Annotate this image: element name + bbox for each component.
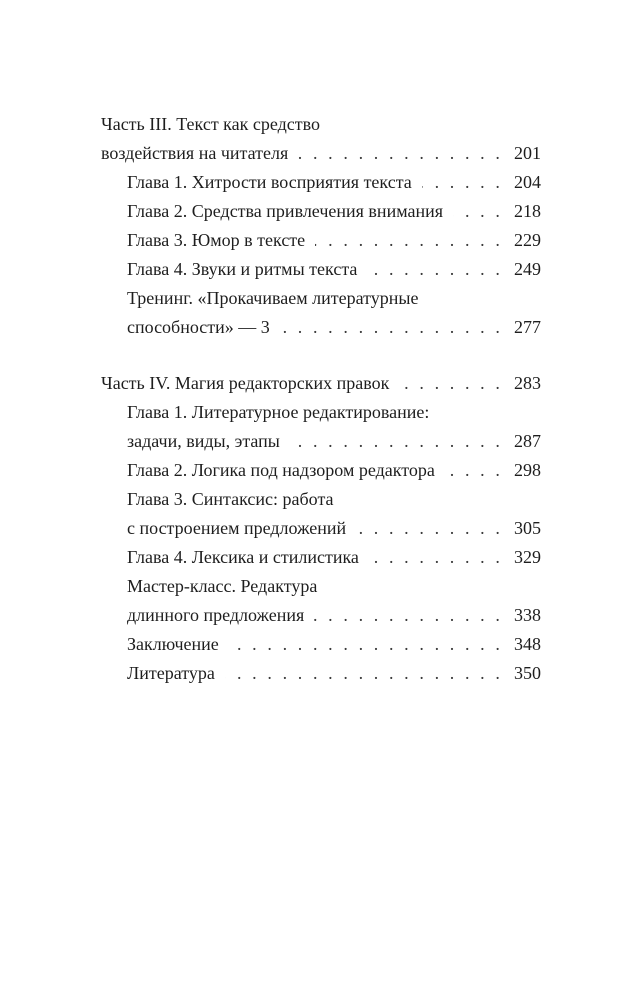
toc-entry-title: Глава 4. Лексика и стилистика xyxy=(127,547,359,567)
toc-line xyxy=(101,572,541,601)
dot-leader xyxy=(229,630,503,659)
dot-leader xyxy=(399,369,503,398)
toc-page-number: 277 xyxy=(514,317,541,337)
toc-entry xyxy=(101,543,541,572)
toc-entry-title: Часть IV. Магия редакторских правок xyxy=(101,373,390,393)
dot-leader xyxy=(225,659,503,688)
toc-page-number: 350 xyxy=(514,663,541,683)
toc-entry xyxy=(101,197,541,226)
dot-leader xyxy=(367,255,503,284)
toc-entry-title: Глава 2. Логика под надзором редактора xyxy=(127,460,435,480)
dot-leader xyxy=(369,543,503,572)
toc-page-number: 204 xyxy=(514,172,541,192)
toc-entry xyxy=(101,456,541,485)
toc-entry-title: Заключение xyxy=(127,634,219,654)
toc-line xyxy=(101,630,541,659)
dot-leader xyxy=(445,456,503,485)
dot-leader xyxy=(422,168,503,197)
toc-entry-title: Глава 1. Хитрости восприятия текста xyxy=(127,172,412,192)
toc-page-number: 201 xyxy=(514,143,541,163)
toc-part xyxy=(101,369,541,688)
toc-line xyxy=(101,456,541,485)
toc-line xyxy=(101,139,541,168)
toc-line xyxy=(101,226,541,255)
toc-part-heading xyxy=(101,110,541,168)
toc-part-heading xyxy=(101,369,541,398)
toc-page-number: 287 xyxy=(514,431,541,451)
toc-line xyxy=(101,485,541,514)
toc-page-number: 348 xyxy=(514,634,541,654)
toc-entry-title: Часть III. Текст как средство xyxy=(101,114,321,134)
toc-line xyxy=(101,284,541,313)
toc-page-number: 338 xyxy=(514,605,541,625)
toc-entry-title: с построением предложений xyxy=(127,518,347,538)
toc-page-number: 329 xyxy=(514,547,541,567)
toc-entry xyxy=(101,255,541,284)
toc-entry xyxy=(101,485,541,543)
dot-leader xyxy=(298,139,503,168)
toc-entry-title: Глава 3. Синтаксис: работа xyxy=(127,489,334,509)
toc-line xyxy=(101,197,541,226)
toc-entry-title: длинного предложения xyxy=(127,605,305,625)
toc-entry xyxy=(101,226,541,255)
toc-entry-title: задачи, виды, этапы xyxy=(127,431,280,451)
dot-leader xyxy=(280,313,503,342)
toc-line xyxy=(101,398,541,427)
toc-page-number: 305 xyxy=(514,518,541,538)
toc-entry xyxy=(101,168,541,197)
toc-entry-title: Мастер-класс. Редактура xyxy=(127,576,318,596)
dot-leader xyxy=(453,197,503,226)
toc-entry-title: способности» — 3 xyxy=(127,317,270,337)
dot-leader xyxy=(290,427,503,456)
toc-line xyxy=(101,110,541,139)
toc-page-number: 229 xyxy=(514,230,541,250)
toc-entry-title: Литература xyxy=(127,663,215,683)
dot-leader xyxy=(314,601,503,630)
dot-leader xyxy=(356,514,503,543)
toc-page-number: 218 xyxy=(514,201,541,221)
toc-page-number: 283 xyxy=(514,373,541,393)
toc-line xyxy=(101,168,541,197)
toc-entry-title: Глава 2. Средства привлечения внимания xyxy=(127,201,444,221)
toc-line xyxy=(101,313,541,342)
toc-entry xyxy=(101,284,541,342)
toc-line xyxy=(101,427,541,456)
toc-line xyxy=(101,543,541,572)
toc-entry-title: Тренинг. «Прокачиваем литературные xyxy=(127,288,419,308)
table-of-contents xyxy=(101,110,541,715)
toc-line xyxy=(101,514,541,543)
toc-part xyxy=(101,110,541,342)
toc-page-number: 249 xyxy=(514,259,541,279)
toc-entry xyxy=(101,398,541,456)
toc-line xyxy=(101,659,541,688)
toc-entry xyxy=(101,630,541,659)
toc-entry xyxy=(101,659,541,688)
toc-entry-title: воздействия на читателя xyxy=(101,143,289,163)
dot-leader xyxy=(315,226,503,255)
toc-entry xyxy=(101,572,541,630)
toc-line xyxy=(101,255,541,284)
toc-entry-title: Глава 4. Звуки и ритмы текста xyxy=(127,259,358,279)
toc-line xyxy=(101,369,541,398)
toc-entry-title: Глава 1. Литературное редактирование: xyxy=(127,402,430,422)
toc-page-number: 298 xyxy=(514,460,541,480)
toc-line xyxy=(101,601,541,630)
toc-entry-title: Глава 3. Юмор в тексте xyxy=(127,230,306,250)
